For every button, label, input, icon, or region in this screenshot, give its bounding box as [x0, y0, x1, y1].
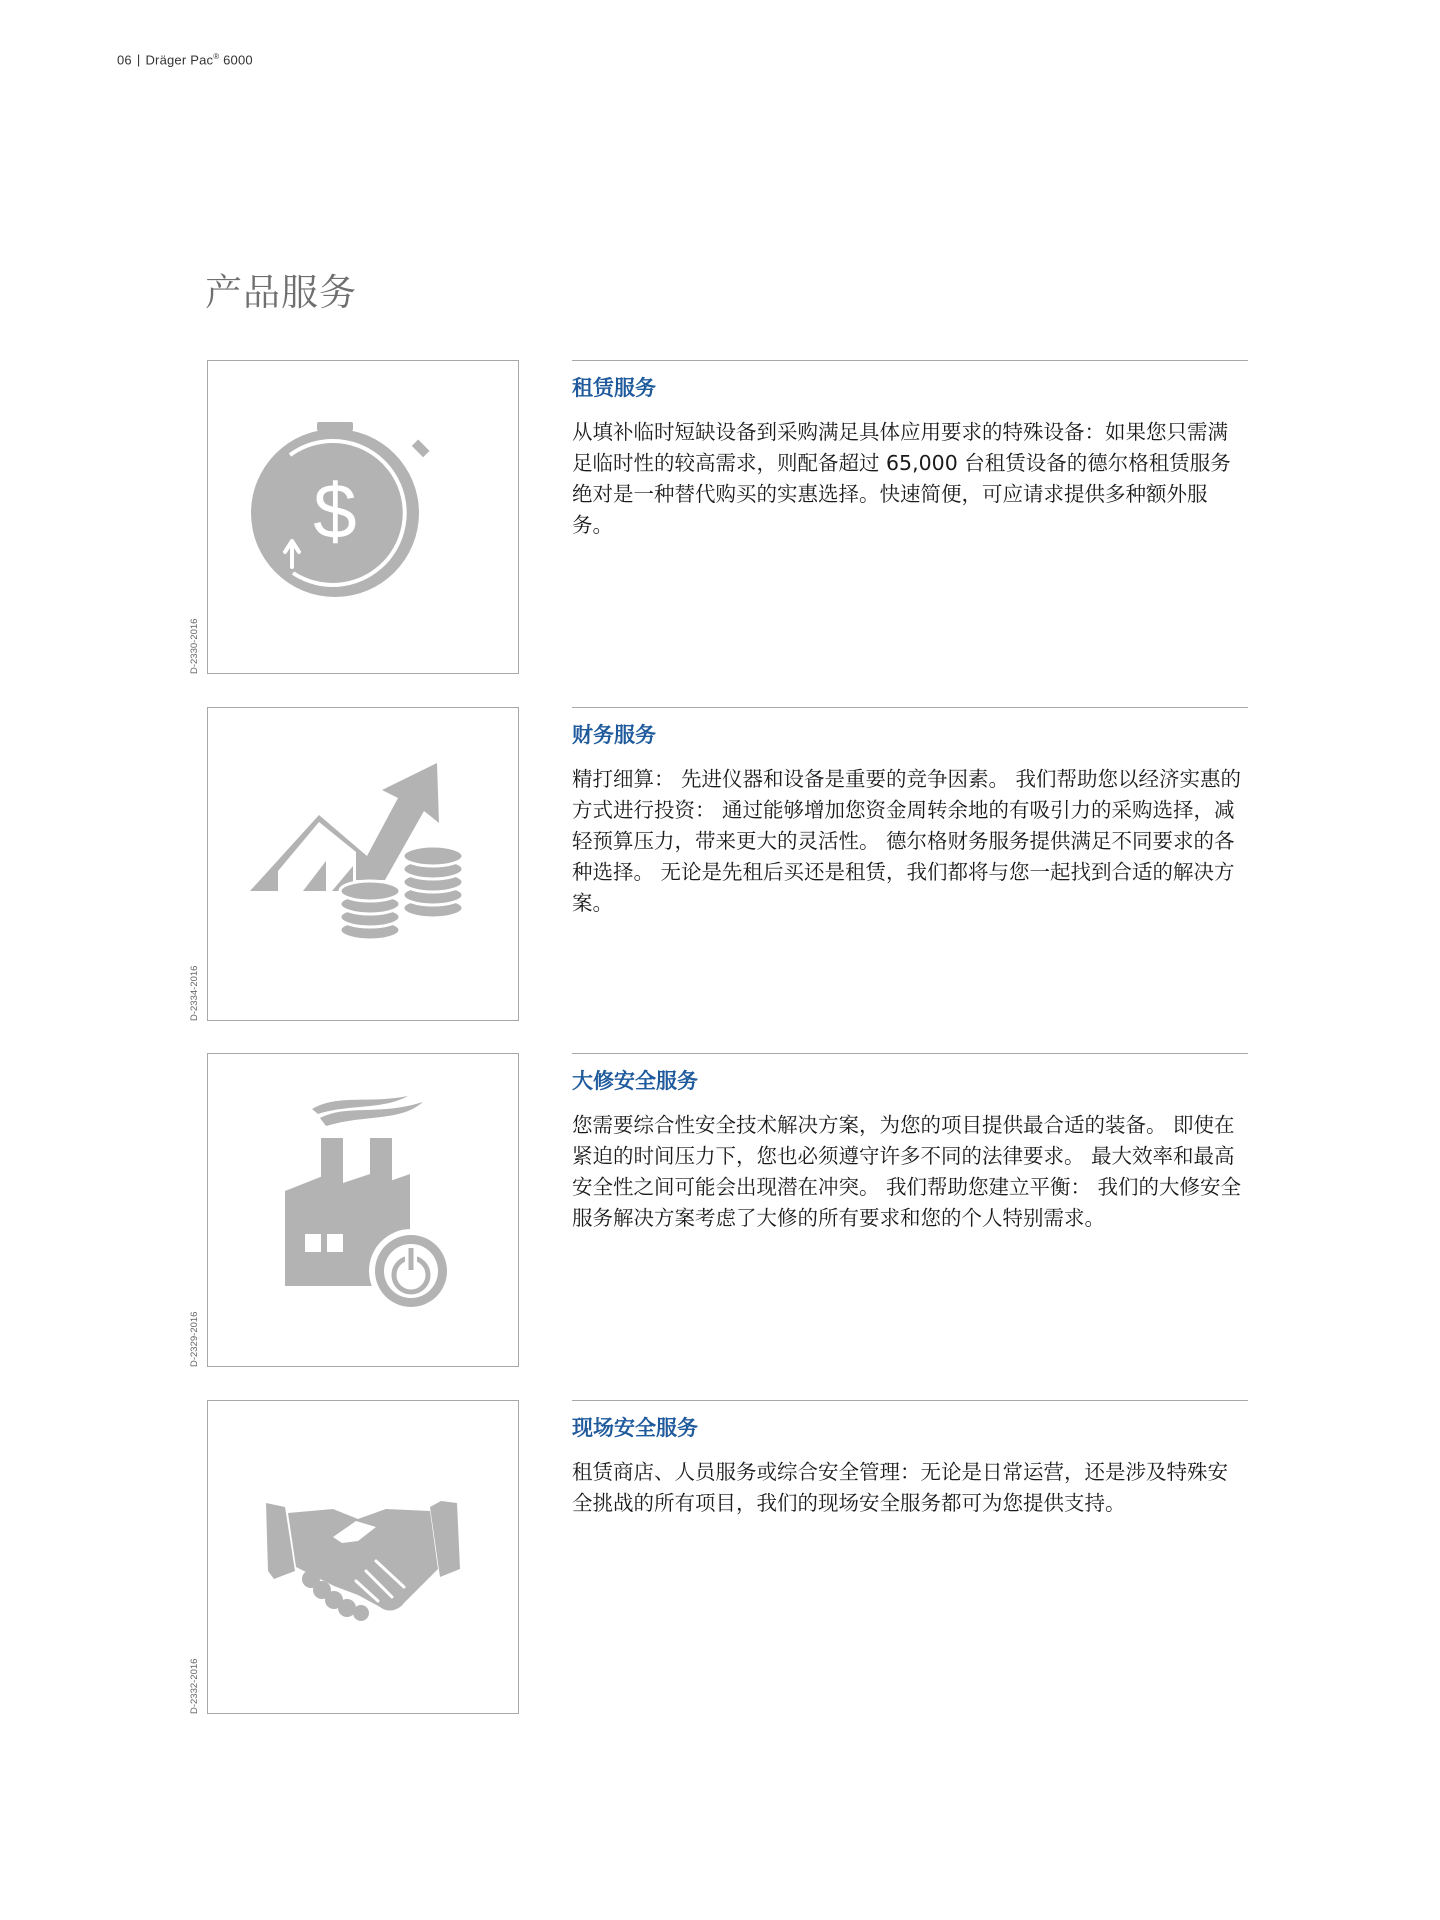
service-image	[207, 707, 519, 1021]
service-description: 精打细算： 先进仪器和设备是重要的竞争因素。 我们帮助您以经济实惠的方式进行投资： 通过能够增加您资金周转余地的有吸引力的采购选择，减轻预算压力，带来更大的灵活性。 德尔格财务服务提供满足不同要求的各种选择。 无论是先租后买还是租赁，我们都将与您一起找到合适的解决方案。	[572, 767, 1242, 915]
page-header	[117, 52, 253, 67]
service-onsite	[0, 1400, 1440, 1718]
service-title: 大修安全服务	[572, 1069, 698, 1093]
growth-chart-coins-icon	[208, 708, 520, 1022]
product-name: Dräger Pac	[145, 52, 214, 68]
svg-text:$: $	[313, 467, 357, 555]
image-code: D-2329-2016	[189, 1311, 200, 1367]
service-title: 租赁服务	[572, 376, 656, 400]
divider	[572, 1400, 1248, 1401]
divider	[572, 1053, 1248, 1054]
divider	[572, 360, 1248, 361]
service-finance	[0, 707, 1440, 1025]
service-image	[207, 360, 519, 674]
service-description: 租赁商店、人员服务或综合安全管理：无论是日常运营，还是涉及特殊安全挑战的所有项目，我们的现场安全服务都可为您提供支持。	[572, 1460, 1228, 1515]
image-code: D-2334-2016	[189, 965, 200, 1021]
service-description: 您需要综合性安全技术解决方案，为您的项目提供最合适的装备。 即使在紧迫的时间压力下，您也必须遵守许多不同的法律要求。 最大效率和最高安全性之间可能会出现潜在冲突。 我们帮助您建立平衡： 我们的大修安全服务解决方案考虑了大修的所有要求和您的个人特别需求。	[572, 1113, 1242, 1230]
registered-mark: ®	[213, 52, 220, 61]
handshake-icon	[208, 1401, 520, 1715]
service-turnaround	[0, 1053, 1440, 1371]
service-image	[207, 1053, 519, 1367]
service-rental	[0, 360, 1440, 678]
page-number: 06	[117, 52, 132, 68]
service-title: 现场安全服务	[572, 1416, 698, 1440]
service-description: 从填补临时短缺设备到采购满足具体应用要求的特殊设备：如果您只需满足临时性的较高需求，则配备超过 65,000 台租赁设备的德尔格租赁服务绝对是一种替代购买的实惠选择。快速简便，可应请求提供多种额外服务。	[572, 420, 1231, 537]
image-code: D-2330-2016	[189, 618, 200, 674]
page-title: 产品服务	[205, 271, 357, 314]
image-code: D-2332-2016	[189, 1658, 200, 1714]
header-separator: |	[136, 52, 141, 68]
service-image	[207, 1400, 519, 1714]
divider	[572, 707, 1248, 708]
stopwatch-dollar-icon	[208, 361, 520, 675]
factory-power-icon	[208, 1054, 520, 1368]
service-title: 财务服务	[572, 723, 656, 747]
product-model: 6000	[223, 52, 253, 68]
